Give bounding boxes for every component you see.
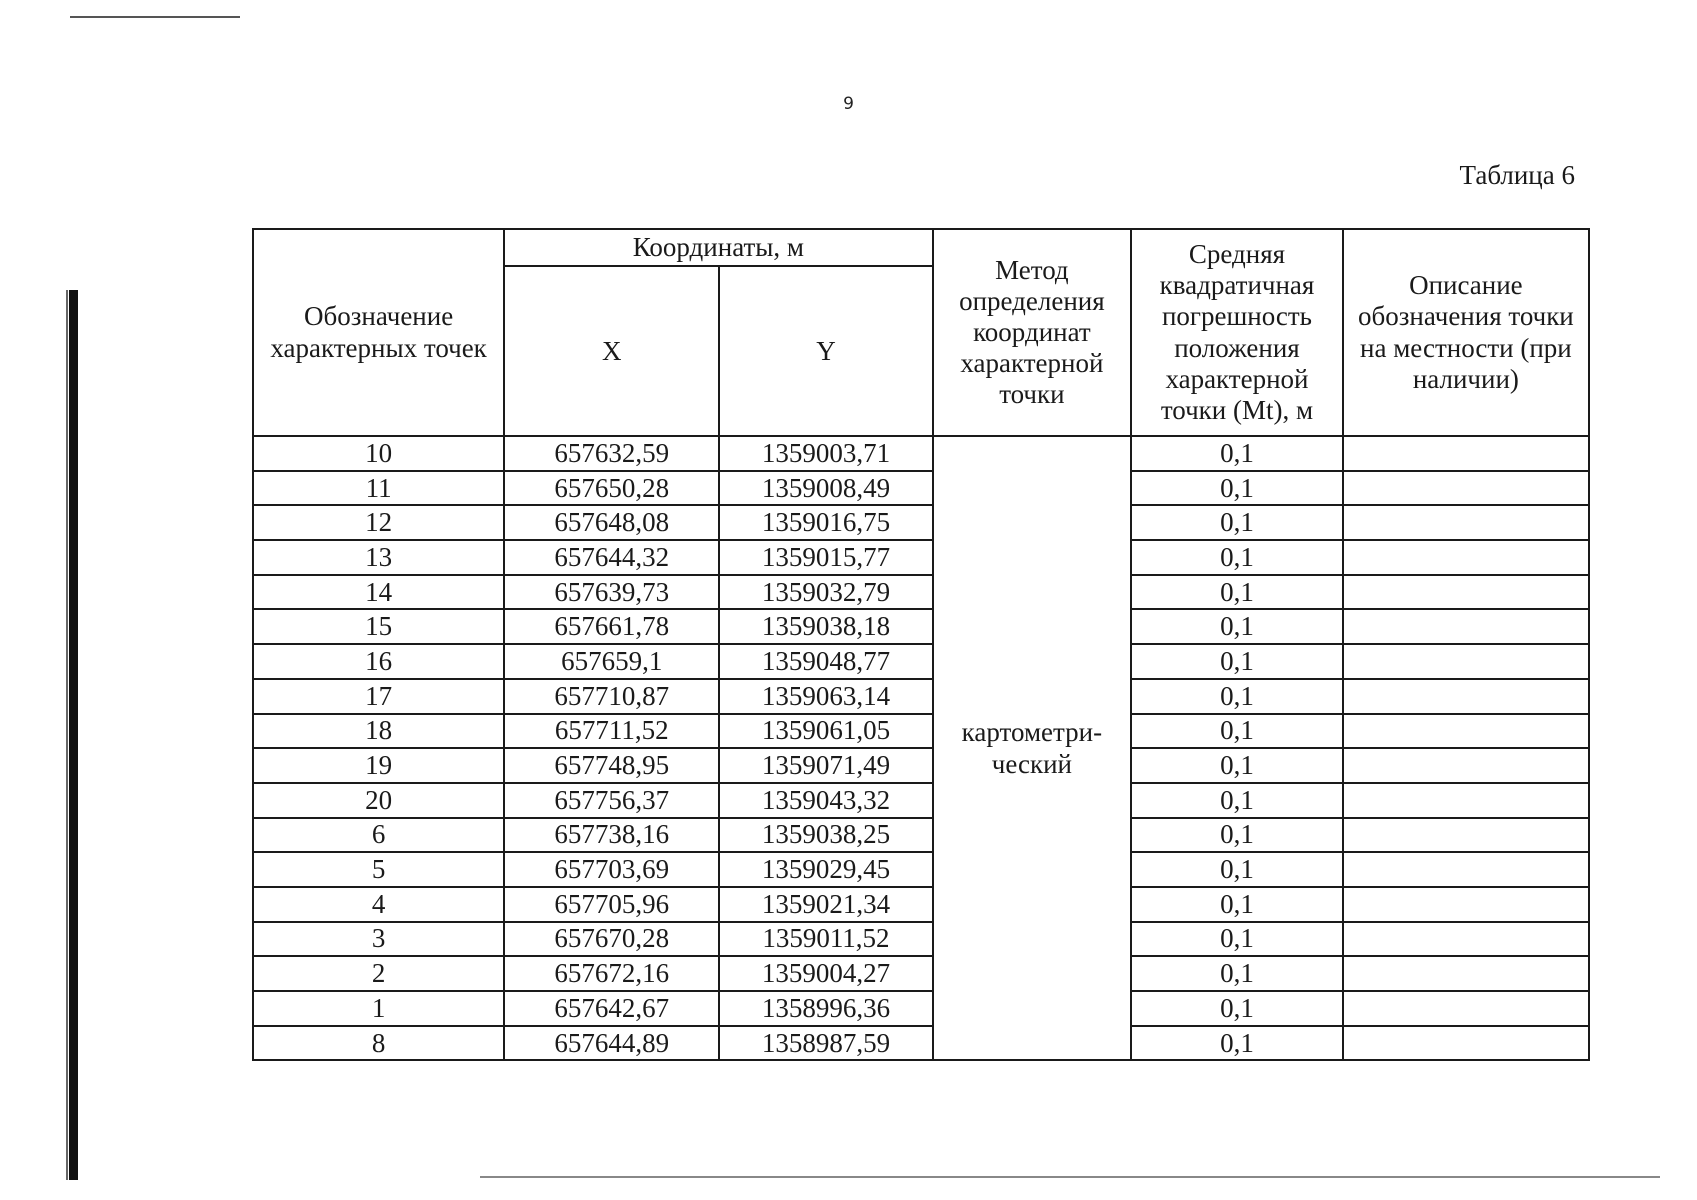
cell-x: 657711,52 [504, 714, 719, 749]
cell-x: 657644,89 [504, 1026, 719, 1061]
cell-x: 657672,16 [504, 956, 719, 991]
header-y: Y [719, 266, 932, 436]
cell-point: 17 [253, 679, 504, 714]
cell-description [1343, 575, 1589, 610]
cell-method: картометри- ческий [933, 436, 1132, 1060]
scan-top-rule [70, 16, 240, 18]
cell-x: 657648,08 [504, 505, 719, 540]
table-row [253, 505, 1589, 540]
cell-y: 1359015,77 [719, 540, 932, 575]
cell-y: 1359038,25 [719, 818, 932, 853]
cell-point: 20 [253, 783, 504, 818]
cell-error: 0,1 [1131, 852, 1343, 887]
table-caption: Таблица 6 [1459, 160, 1575, 190]
cell-x: 657639,73 [504, 575, 719, 610]
table-row [253, 922, 1589, 957]
cell-description [1343, 679, 1589, 714]
header-coordinates: Координаты, м [504, 229, 932, 266]
cell-x: 657748,95 [504, 748, 719, 783]
table-row [253, 818, 1589, 853]
cell-error: 0,1 [1131, 818, 1343, 853]
cell-error: 0,1 [1131, 505, 1343, 540]
cell-error: 0,1 [1131, 748, 1343, 783]
table-row [253, 436, 1589, 471]
cell-error: 0,1 [1131, 887, 1343, 922]
cell-x: 657661,78 [504, 609, 719, 644]
cell-point: 3 [253, 922, 504, 957]
cell-error: 0,1 [1131, 783, 1343, 818]
cell-point: 13 [253, 540, 504, 575]
cell-x: 657644,32 [504, 540, 719, 575]
table-row [253, 956, 1589, 991]
cell-x: 657756,37 [504, 783, 719, 818]
cell-x: 657710,87 [504, 679, 719, 714]
cell-description [1343, 505, 1589, 540]
cell-y: 1358996,36 [719, 991, 932, 1026]
cell-description [1343, 609, 1589, 644]
cell-description [1343, 436, 1589, 471]
cell-description [1343, 852, 1589, 887]
scan-bottom-rule [480, 1176, 1660, 1178]
cell-description [1343, 540, 1589, 575]
cell-description [1343, 783, 1589, 818]
cell-description [1343, 714, 1589, 749]
cell-x: 657705,96 [504, 887, 719, 922]
cell-description [1343, 1026, 1589, 1061]
cell-y: 1359021,34 [719, 887, 932, 922]
cell-point: 19 [253, 748, 504, 783]
cell-error: 0,1 [1131, 644, 1343, 679]
cell-y: 1359008,49 [719, 471, 932, 506]
cell-point: 10 [253, 436, 504, 471]
cell-description [1343, 471, 1589, 506]
cell-point: 5 [253, 852, 504, 887]
header-point-label: Обозначение характерных точек [253, 229, 504, 436]
cell-point: 16 [253, 644, 504, 679]
table-row [253, 609, 1589, 644]
cell-y: 1359063,14 [719, 679, 932, 714]
table-body [253, 436, 1589, 1060]
cell-y: 1359061,05 [719, 714, 932, 749]
cell-x: 657659,1 [504, 644, 719, 679]
cell-y: 1359029,45 [719, 852, 932, 887]
header-error: Средняя квадратичная погрешность положения характерной точки (Mt), м [1131, 229, 1343, 436]
cell-y: 1359032,79 [719, 575, 932, 610]
table-row [253, 1026, 1589, 1061]
cell-description [1343, 991, 1589, 1026]
cell-y: 1359048,77 [719, 644, 932, 679]
cell-y: 1359011,52 [719, 922, 932, 957]
cell-error: 0,1 [1131, 575, 1343, 610]
cell-point: 2 [253, 956, 504, 991]
cell-x: 657642,67 [504, 991, 719, 1026]
table-row [253, 679, 1589, 714]
header-method: Метод определения координат характерной точки [933, 229, 1132, 436]
cell-description [1343, 887, 1589, 922]
table-row [253, 748, 1589, 783]
cell-point: 1 [253, 991, 504, 1026]
cell-x: 657632,59 [504, 436, 719, 471]
cell-error: 0,1 [1131, 540, 1343, 575]
cell-error: 0,1 [1131, 956, 1343, 991]
page-number: 9 [843, 94, 854, 114]
cell-point: 18 [253, 714, 504, 749]
coordinates-table [252, 228, 1590, 1061]
table-row [253, 471, 1589, 506]
cell-error: 0,1 [1131, 1026, 1343, 1061]
header-x: X [504, 266, 719, 436]
cell-x: 657703,69 [504, 852, 719, 887]
cell-error: 0,1 [1131, 436, 1343, 471]
cell-x: 657738,16 [504, 818, 719, 853]
cell-y: 1359016,75 [719, 505, 932, 540]
cell-error: 0,1 [1131, 471, 1343, 506]
cell-error: 0,1 [1131, 991, 1343, 1026]
cell-description [1343, 818, 1589, 853]
cell-point: 4 [253, 887, 504, 922]
table-row [253, 540, 1589, 575]
cell-y: 1359004,27 [719, 956, 932, 991]
table-row [253, 783, 1589, 818]
cell-x: 657650,28 [504, 471, 719, 506]
cell-y: 1359038,18 [719, 609, 932, 644]
header-description: Описание обозначения точки на местности (при наличии) [1343, 229, 1589, 436]
table-row [253, 852, 1589, 887]
cell-error: 0,1 [1131, 609, 1343, 644]
table-row [253, 887, 1589, 922]
cell-y: 1359043,32 [719, 783, 932, 818]
cell-point: 8 [253, 1026, 504, 1061]
cell-point: 15 [253, 609, 504, 644]
cell-y: 1359003,71 [719, 436, 932, 471]
cell-description [1343, 922, 1589, 957]
table-row [253, 714, 1589, 749]
cell-description [1343, 748, 1589, 783]
cell-description [1343, 644, 1589, 679]
table-row [253, 575, 1589, 610]
cell-error: 0,1 [1131, 679, 1343, 714]
cell-point: 12 [253, 505, 504, 540]
scan-left-edge-bar [69, 290, 78, 1180]
table-row [253, 991, 1589, 1026]
cell-error: 0,1 [1131, 714, 1343, 749]
cell-point: 11 [253, 471, 504, 506]
cell-description [1343, 956, 1589, 991]
cell-y: 1358987,59 [719, 1026, 932, 1061]
scan-left-edge-line [66, 290, 68, 1180]
cell-error: 0,1 [1131, 922, 1343, 957]
cell-point: 6 [253, 818, 504, 853]
cell-x: 657670,28 [504, 922, 719, 957]
table-row [253, 644, 1589, 679]
cell-y: 1359071,49 [719, 748, 932, 783]
cell-point: 14 [253, 575, 504, 610]
